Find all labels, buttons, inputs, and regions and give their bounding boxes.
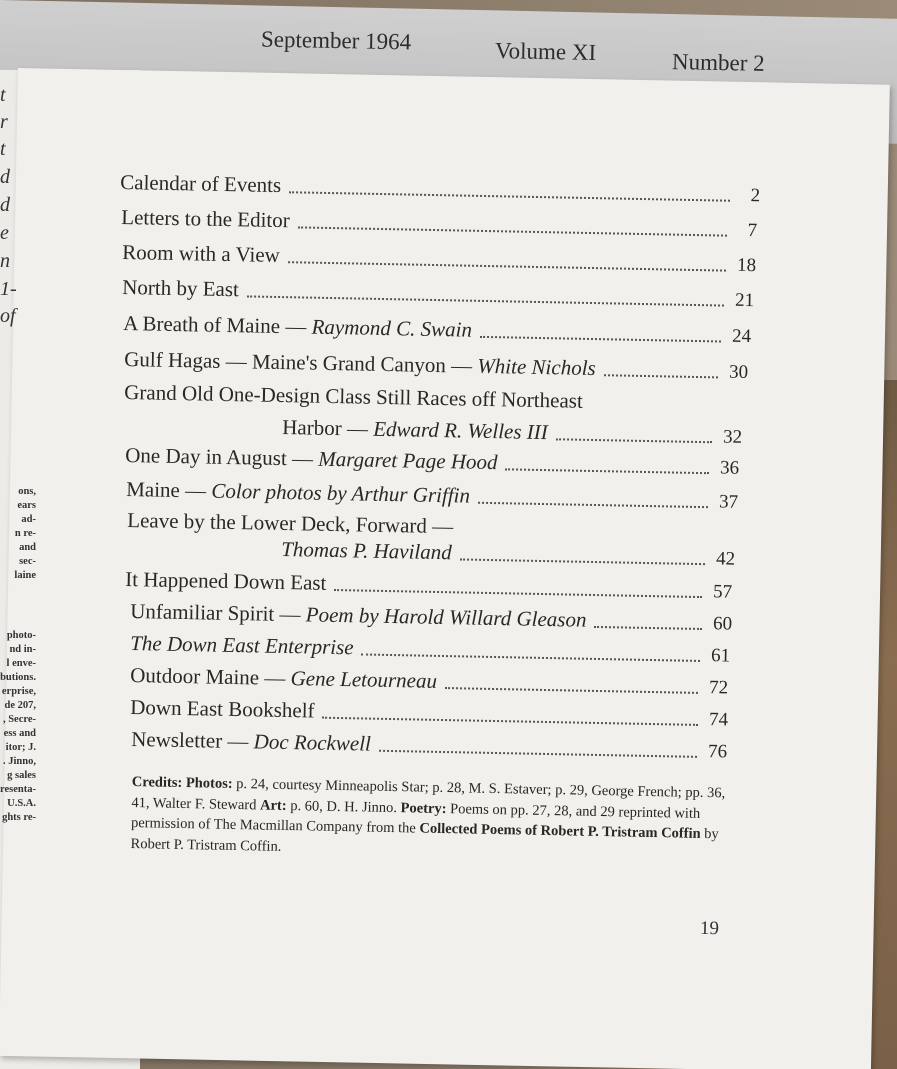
leader-dots (478, 502, 708, 508)
leader-dots (298, 226, 727, 236)
left-fragment: t (0, 84, 6, 106)
leader-dots (289, 191, 730, 201)
toc-author: Color photos by Arthur Griffin (211, 478, 471, 508)
photos-credits: p. 24, courtesy Minneapolis Star; p. 28, M. S. Estaver; p. 29, George French; pp. 36, 41, Walter F. Steward (131, 775, 726, 813)
leader-dots (480, 336, 721, 343)
toc-page: 24 (731, 325, 752, 348)
toc-page: 7 (747, 220, 758, 242)
left-fragment: t (0, 138, 6, 160)
poetry-credits-tail: by Robert P. Tristram Coffin. (130, 825, 719, 855)
toc-title: Harbor — (282, 415, 374, 441)
left-fragment: ad- (21, 514, 36, 525)
left-fragment: itor; J. (5, 742, 36, 753)
toc-entry[interactable] (123, 306, 751, 348)
left-fragment: n (0, 250, 10, 272)
leader-dots (322, 717, 698, 726)
leader-dots (445, 687, 698, 694)
left-fragment: U.S.A. (7, 798, 36, 809)
left-fragment: ons, (18, 486, 36, 497)
toc-title: Down East Bookshelf (130, 695, 315, 723)
left-fragment: l enve- (6, 658, 36, 669)
toc-entry[interactable] (122, 270, 754, 312)
toc-author: Poem by Harold Willard Gleason (305, 602, 587, 632)
toc-page: 57 (712, 581, 733, 603)
toc-entry[interactable] (126, 472, 738, 514)
toc-page: 72 (708, 677, 729, 699)
left-fragment: ears (17, 500, 36, 511)
left-fragment: photo- (6, 630, 36, 641)
left-fragment: g sales (7, 770, 36, 781)
poetry-credits: Poems on pp. 27, 28, and 29 reprinted with permission of The Macmillan Company from the (130, 800, 701, 837)
left-fragment: sec- (19, 556, 36, 567)
issue-number: Number 2 (671, 49, 765, 76)
left-fragment: r (0, 111, 8, 133)
left-fragment: d (0, 166, 10, 188)
toc-page: 36 (719, 457, 740, 479)
art-label: Art: (259, 796, 287, 814)
toc-title[interactable]: Leave by the Lower Deck, Forward — (127, 508, 454, 539)
toc-title: Calendar of Events (120, 170, 282, 198)
issue-date: September 1964 (260, 26, 412, 55)
issue-volume: Volume XI (494, 38, 597, 65)
toc-page: 30 (728, 361, 749, 383)
leader-dots (379, 750, 697, 758)
toc-page: 76 (707, 741, 728, 763)
art-credits: p. 60, D. H. Jinno. (286, 797, 401, 816)
toc-page: 37 (718, 491, 739, 513)
toc-page: 2 (750, 185, 761, 207)
toc-title: Outdoor Maine — (130, 663, 291, 691)
toc-author: Gene Letourneau (290, 666, 438, 693)
toc-author: Raymond C. Swain (311, 314, 473, 342)
toc-page: 18 (736, 254, 757, 277)
toc-title: A Breath of Maine — (123, 311, 312, 339)
left-fragment: ess and (3, 728, 36, 739)
left-fragment: nd in- (9, 644, 36, 655)
leader-dots (460, 558, 705, 565)
left-fragment: de 207, (4, 700, 36, 711)
toc-page: 32 (722, 426, 743, 448)
toc-title: Letters to the Editor (121, 205, 290, 233)
book-title: Collected Poems of Robert P. Tristram Coffin (419, 820, 701, 842)
left-fragment: , Secre- (2, 714, 36, 725)
leader-dots (247, 295, 724, 306)
toc-title: Room with a View (122, 240, 281, 268)
toc-page: 74 (708, 709, 729, 731)
leader-dots (361, 653, 700, 661)
poetry-label: Poetry: (400, 799, 447, 817)
toc-title: Newsletter — (131, 727, 254, 754)
toc-title: Gulf Hagas — Maine's Grand Canyon — (124, 347, 478, 378)
left-fragment: n re- (14, 528, 36, 539)
toc-entry[interactable] (281, 532, 735, 571)
left-fragment: resenta- (0, 784, 36, 795)
toc-page: 60 (712, 613, 733, 635)
toc-title: One Day in August — (125, 443, 319, 471)
left-fragment: and (19, 542, 36, 553)
toc-title: The Down East Enterprise (130, 631, 354, 660)
leader-dots (604, 374, 718, 378)
credits-block (130, 772, 725, 865)
left-fragment: butions. (0, 672, 36, 683)
left-fragment: 1- (0, 278, 17, 300)
leader-dots (334, 589, 702, 598)
credits-label: Credits: (131, 773, 183, 791)
left-fragment: laine (14, 570, 36, 581)
left-fragment: e (0, 222, 9, 244)
toc-title: North by East (122, 275, 240, 302)
toc-author: Edward R. Welles III (372, 416, 549, 445)
left-fragment: d (0, 194, 10, 216)
toc-author: Margaret Page Hood (318, 446, 498, 475)
left-fragment: erprise, (1, 686, 36, 697)
photos-label: Photos: (185, 775, 233, 792)
leader-dots (556, 438, 712, 443)
leader-dots (288, 261, 726, 271)
toc-page: 61 (710, 645, 731, 667)
left-fragment: . Jinno, (3, 756, 36, 767)
left-fragment: ghts re- (2, 812, 36, 823)
toc-author: Doc Rockwell (253, 729, 372, 756)
toc-author: White Nichols (477, 353, 596, 381)
page-number: 19 (699, 917, 720, 940)
toc-title: Unfamiliar Spirit — (130, 599, 307, 627)
left-fragment: of (0, 305, 16, 327)
toc-title: Maine — (126, 477, 212, 503)
toc-author: Thomas P. Haviland (281, 537, 452, 565)
leader-dots (594, 626, 702, 630)
toc-page: 42 (715, 548, 736, 570)
toc-title[interactable]: Grand Old One-Design Class Still Races off Northeast (124, 380, 584, 413)
toc-title: It Happened Down East (125, 567, 327, 595)
leader-dots (505, 468, 709, 474)
toc-entry[interactable] (124, 342, 748, 384)
toc-page: 21 (734, 289, 755, 312)
